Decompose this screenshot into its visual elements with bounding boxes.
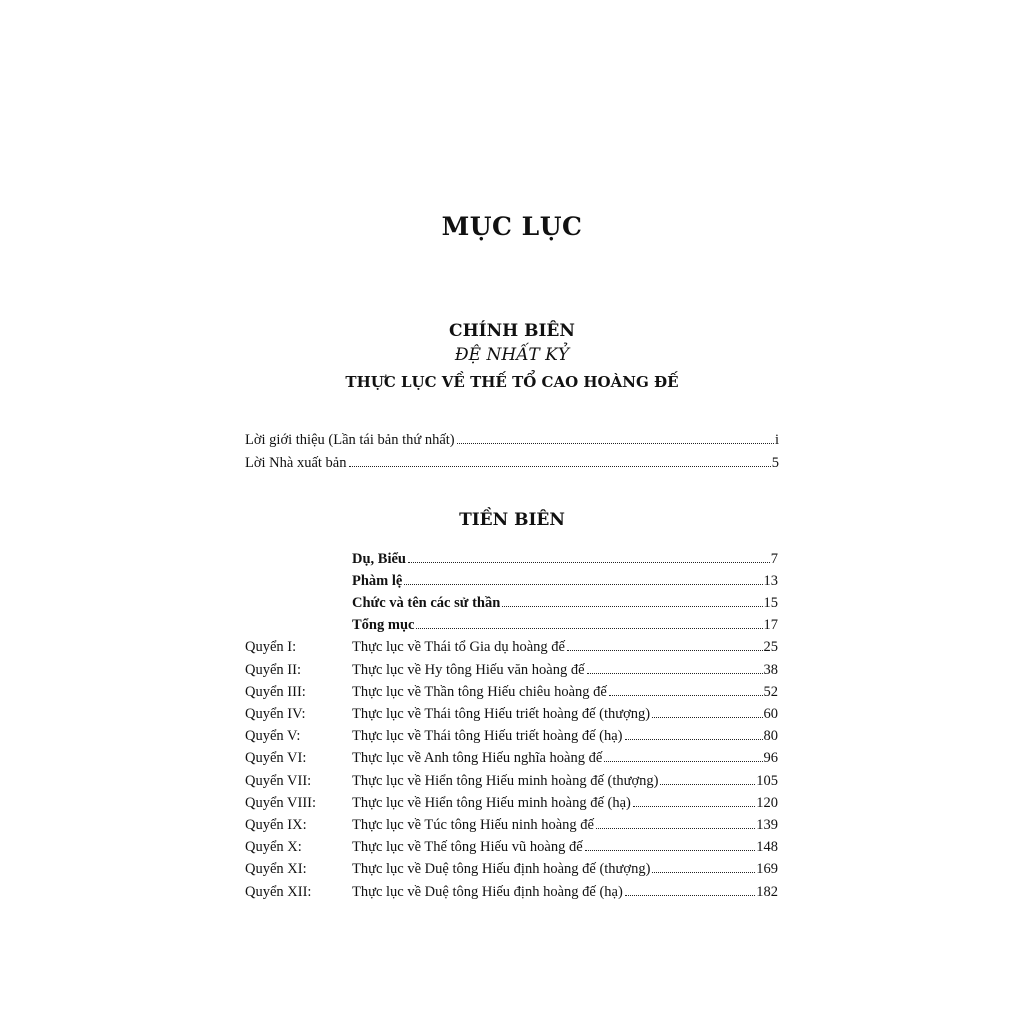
toc-entry-text: Thực lục về Anh tông Hiếu nghĩa hoàng đế <box>352 750 603 766</box>
dot-leader <box>652 872 755 873</box>
dot-leader <box>625 739 763 740</box>
section-heading-tien-bien: TIỀN BIÊN <box>459 510 565 530</box>
toc-entry-text: Lời giới thiệu (Lần tái bản thứ nhất) <box>245 432 455 448</box>
dot-leader <box>585 850 756 851</box>
toc-entry-page: 120 <box>756 795 778 811</box>
dot-leader <box>408 562 770 563</box>
toc-entry-text: Tổng mục <box>352 617 415 633</box>
dot-leader <box>457 443 774 444</box>
volume-label: Quyển II: <box>245 662 301 678</box>
toc-entry-text: Thực lục về Túc tông Hiếu ninh hoàng đế <box>352 817 594 833</box>
toc-entry-page: 25 <box>763 639 778 655</box>
volume-label: Quyển XI: <box>245 861 307 877</box>
toc-entry-page: 148 <box>756 839 778 855</box>
toc-entry-prelude <box>352 550 778 568</box>
volume-label: Quyển VIII: <box>245 795 317 811</box>
toc-entry-front <box>245 431 779 449</box>
toc-entry-text: Thực lục về Thần tông Hiếu chiêu hoàng đế <box>352 684 607 700</box>
toc-entry-volume <box>352 860 778 878</box>
toc-entry-page: 15 <box>763 595 778 611</box>
toc-entry-page: 169 <box>756 861 778 877</box>
page-title: MỤC LỤC <box>441 212 583 241</box>
toc-entry-page: i <box>774 432 779 448</box>
volume-label: Quyển X: <box>245 839 302 855</box>
section-subtitle: THỰC LỤC VỀ THẾ TỔ CAO HOÀNG ĐẾ <box>345 373 679 391</box>
toc-entry-front <box>245 454 779 472</box>
toc-entry-text: Thực lục về Thái tổ Gia dụ hoàng đế <box>352 639 565 655</box>
toc-entry-text: Phàm lệ <box>352 573 403 589</box>
section-heading-chinh-bien: CHÍNH BIÊN <box>449 321 575 341</box>
toc-entry-text: Dụ, Biểu <box>352 551 406 567</box>
dot-leader <box>416 628 762 629</box>
toc-entry-volume <box>352 816 778 834</box>
toc-entry-page: 80 <box>763 728 778 744</box>
toc-entry-page: 13 <box>763 573 778 589</box>
toc-entry-page: 5 <box>771 455 779 471</box>
dot-leader <box>609 695 763 696</box>
volume-label: Quyển IV: <box>245 706 306 722</box>
section-subheading-de-nhat-ky: ĐỆ NHẤT KỶ <box>454 345 570 365</box>
dot-leader <box>587 673 763 674</box>
dot-leader <box>633 806 755 807</box>
volume-label: Quyển V: <box>245 728 301 744</box>
volume-label: Quyển IX: <box>245 817 307 833</box>
toc-entry-volume <box>352 638 778 656</box>
toc-entry-page: 52 <box>763 684 778 700</box>
toc-entry-text: Thực lục về Duệ tông Hiếu định hoàng đế (thượng) <box>352 861 651 877</box>
toc-entry-page: 182 <box>756 884 778 900</box>
volume-label: Quyển VII: <box>245 773 312 789</box>
toc-entry-volume <box>352 705 778 723</box>
toc-entry-prelude <box>352 572 778 590</box>
toc-entry-text: Thực lục về Hy tông Hiếu văn hoàng đế <box>352 662 585 678</box>
toc-entry-text: Thực lục về Duệ tông Hiếu định hoàng đế (hạ) <box>352 884 623 900</box>
dot-leader <box>660 784 755 785</box>
toc-entry-text: Lời Nhà xuất bản <box>245 455 347 471</box>
toc-entry-prelude <box>352 594 778 612</box>
volume-label: Quyển VI: <box>245 750 307 766</box>
toc-entry-text: Thực lục về Thế tông Hiếu vũ hoàng đế <box>352 839 583 855</box>
toc-entry-text: Chức và tên các sử thần <box>352 595 501 611</box>
volume-label: Quyển XII: <box>245 884 312 900</box>
dot-leader <box>502 606 762 607</box>
dot-leader <box>349 466 771 467</box>
toc-entry-page: 139 <box>756 817 778 833</box>
toc-entry-text: Thực lục về Hiển tông Hiếu minh hoàng đế (thượng) <box>352 773 659 789</box>
toc-entry-volume <box>352 794 778 812</box>
toc-entry-page: 96 <box>763 750 778 766</box>
toc-entry-volume <box>352 749 778 767</box>
toc-entry-page: 105 <box>756 773 778 789</box>
toc-entry-text: Thực lục về Thái tông Hiếu triết hoàng đế (thượng) <box>352 706 651 722</box>
toc-entry-text: Thực lục về Thái tông Hiếu triết hoàng đế (hạ) <box>352 728 623 744</box>
toc-entry-text: Thực lục về Hiển tông Hiếu minh hoàng đế (hạ) <box>352 795 631 811</box>
toc-entry-volume <box>352 883 778 901</box>
toc-entry-volume <box>352 727 778 745</box>
toc-entry-prelude <box>352 616 778 634</box>
toc-entry-page: 60 <box>763 706 778 722</box>
toc-entry-volume <box>352 838 778 856</box>
dot-leader <box>596 828 755 829</box>
dot-leader <box>404 584 762 585</box>
dot-leader <box>604 761 762 762</box>
volume-label: Quyển I: <box>245 639 297 655</box>
toc-entry-volume <box>352 772 778 790</box>
toc-entry-volume <box>352 661 778 679</box>
toc-entry-volume <box>352 683 778 701</box>
toc-entry-page: 38 <box>763 662 778 678</box>
dot-leader <box>567 650 763 651</box>
toc-entry-page: 7 <box>770 551 778 567</box>
toc-entry-page: 17 <box>763 617 778 633</box>
dot-leader <box>652 717 762 718</box>
dot-leader <box>625 895 755 896</box>
volume-label: Quyển III: <box>245 684 306 700</box>
